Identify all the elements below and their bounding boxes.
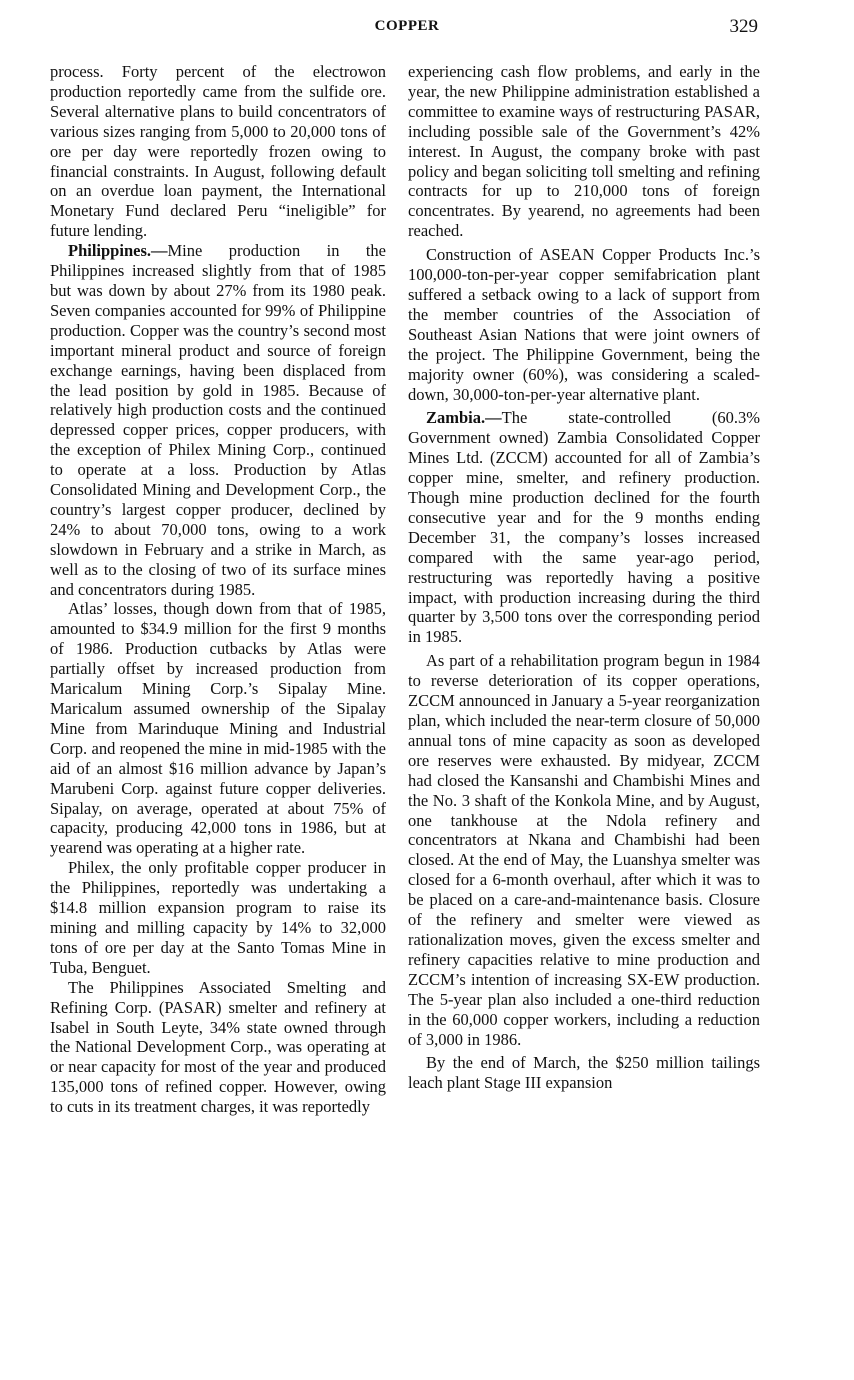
left-column bbox=[50, 62, 386, 1117]
paragraph-text: Construction of ASEAN Copper Products Inc.’s 100,000-ton-per-year copper semifabrication plant suffered a setback owing to a lack of support from the member countries of the Association of Southeast Asian Nations that were joint owners of the project. The Philippine Government, being the majority owner (60%), was considering a scaled-down, 30,000-ton-per-year alternative plant. bbox=[408, 245, 760, 404]
paragraph-zambia-intro bbox=[408, 408, 760, 647]
paragraph-atlas-losses bbox=[50, 599, 386, 858]
paragraph-text: By the end of March, the $250 million tailings leach plant Stage III expansion bbox=[408, 1053, 760, 1093]
paragraph-text: Atlas’ losses, though down from that of 1985, amounted to $34.9 million for the first 9 months of 1986. Production cutbacks by Atlas were partially offset by increased production from Maricalum Mining Corp.’s Sipalay Mine. Maricalum assumed ownership of the Sipalay Mine from Marinduque Mining and Industrial Corp. and reopened the mine in mid-1985 with the aid of an almost $16 million advance by Japan’s Marubeni Corp. against future copper deliveries. Sipalay, on average, operated at about 75% of capacity, producing 42,000 tons in 1986, but at yearend was operating at a higher rate. bbox=[50, 599, 386, 858]
paragraph-text: Philex, the only profitable copper producer in the Philippines, reportedly was undertaking a $14.8 million expansion program to raise its mining and milling capacity by 14% to 32,000 tons of ore per day at the Santo Tomas Mine in Tuba, Benguet. bbox=[50, 858, 386, 977]
paragraph-philippines-intro bbox=[50, 241, 386, 599]
paragraph-asean bbox=[408, 245, 760, 404]
paragraph-philex bbox=[50, 858, 386, 977]
paragraph-text: The Philippines Associated Smelting and Refining Corp. (PASAR) smelter and refinery at Isabel in South Leyte, 34% state owned through the National Development Corp., was operating at or near capacity for most of the year and produced 135,000 tons of refined copper. However, owing to cuts in its treatment charges, it was reportedly bbox=[50, 977, 386, 1117]
paragraph-tailings-leach bbox=[408, 1053, 760, 1093]
paragraph-text: process. Forty percent of the electrowon production reportedly came from the sulfide ore. Several alternative plans to build concentrators of various sizes ranging from 5,000 to 20,000 tons of ore per day were reportedly frozen owing to financial constraints. In August, following default on an overdue loan payment, the International Monetary Fund declared Peru “ineligible” for future lending. bbox=[50, 62, 386, 241]
running-head bbox=[0, 14, 854, 40]
paragraph-peru-continued bbox=[50, 62, 386, 241]
running-title: COPPER bbox=[374, 18, 440, 34]
paragraph-pasar bbox=[50, 978, 386, 1117]
section-heading-zambia: Zambia.— bbox=[426, 408, 502, 428]
section-heading-philippines: Philippines.— bbox=[68, 241, 168, 261]
paragraph-text: Mine production in the Philippines increased slightly from that of 1985 but was down by about 27% from its 1980 peak. Seven companies accounted for 99% of Philippine production. Copper was the country’s second most important mineral product and source of foreign exchange earnings, having been displaced from the lead position by gold in 1985. Because of relatively high production costs and the continued depressed copper prices, copper producers, with the exception of Philex Mining Corp., continued to operate at a loss. Production by Atlas Consolidated Mining and Development Corp., the country’s largest copper producer, declined by 24% to about 70,000 tons, owing to a work slowdown in February and a strike in March, as well as to the closing of two of its surface mines and concentrators during 1985. bbox=[50, 241, 386, 599]
paragraph-text: As part of a rehabilitation program begun in 1984 to reverse deterioration of its copper operations, ZCCM announced in January a 5-year reorganization plan, which included the near-term closure of 50,000 annual tons of mine capacity as soon as developed ore reserves were exhausted. By midyear, ZCCM had closed the Kansanshi and Chambishi Mines and the No. 3 shaft of the Konkola Mine, and by August, one tankhouse at the Ndola refinery and concentrators at Nkana and Chambishi had been closed. At the end of May, the Luanshya smelter was closed for a 6-month overhaul, after which it was to be placed on a care-and-maintenance basis. Closure of the refinery and smelter were viewed as rationalization moves, given the excess smelter and refinery capacities relative to mine production and ZCCM’s intention of increasing SX-EW production. The 5-year plan also included a one-third reduction in the 60,000 copper workers, including a reduction of 3,000 in 1986. bbox=[408, 651, 760, 1049]
right-column bbox=[408, 62, 760, 1093]
paragraph-zccm-rehabilitation bbox=[408, 651, 760, 1049]
page-number: 329 bbox=[729, 16, 758, 37]
paragraph-pasar-continued bbox=[408, 62, 760, 241]
paragraph-text: experiencing cash flow problems, and early in the year, the new Philippine administration established a committee to examine ways of restructuring PASAR, including possible sale of the Government’s 42% interest. In August, the company broke with past policy and began soliciting toll smelting and refining contracts for up to 210,000 tons of foreign concentrates. By yearend, no agreements had been reached. bbox=[408, 62, 760, 241]
paragraph-text: The state-controlled (60.3% Government owned) Zambia Consolidated Copper Mines Ltd. (ZCCM) accounted for all of Zambia’s copper mine, smelter, and refinery production. Though mine production declined for the fourth consecutive year and for the 9 months ending December 31, the company’s losses increased compared with the same year-ago period, restructuring was reportedly having a positive impact, with production increasing during the third quarter by 3,500 tons over the corresponding period in 1985. bbox=[408, 408, 760, 647]
